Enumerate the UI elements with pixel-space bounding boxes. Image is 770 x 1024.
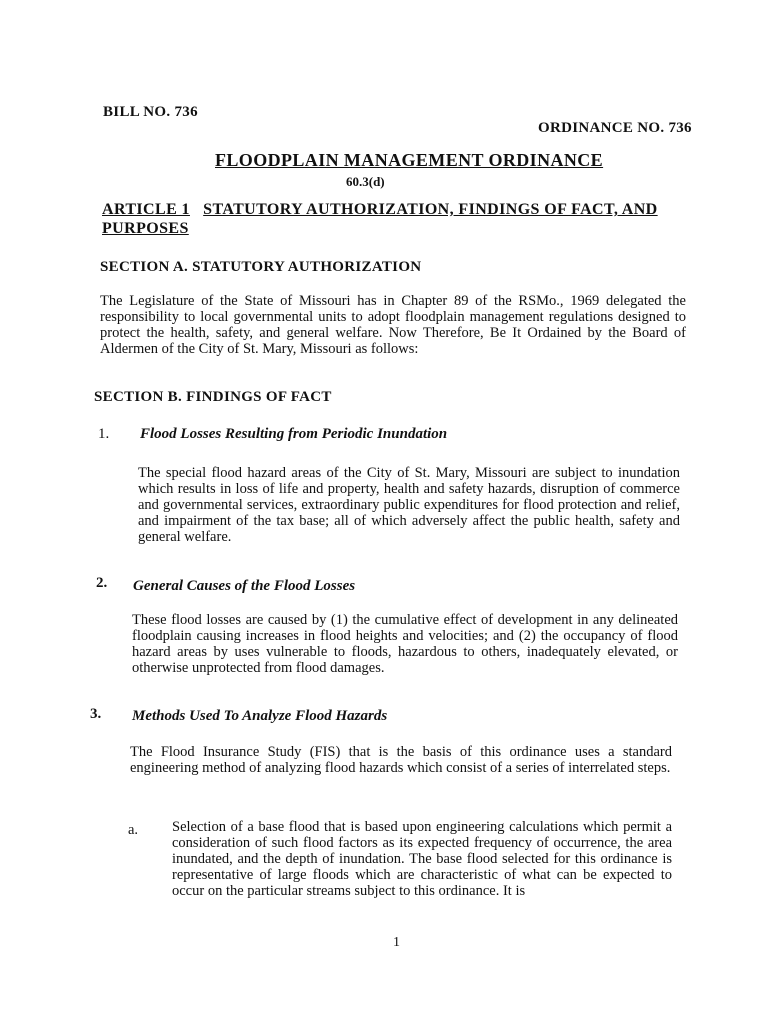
- article-prefix: ARTICLE 1: [102, 201, 190, 218]
- subitem-letter: a.: [128, 822, 139, 838]
- article-heading-text: STATUTORY AUTHORIZATION, FINDINGS OF FACT, AND PURPOSES: [102, 201, 658, 237]
- item-number: 3.: [90, 706, 102, 722]
- item-title: Flood Losses Resulting from Periodic Inundation: [140, 426, 448, 442]
- document-title: FLOODPLAIN MANAGEMENT ORDINANCE: [215, 150, 604, 170]
- section-a-heading: SECTION A. STATUTORY AUTHORIZATION: [100, 259, 422, 275]
- section-a-paragraph: The Legislature of the State of Missouri has in Chapter 89 of the RSMo., 1969 delegated the responsibility to local governmental units to adopt floodplain management regulations designed to protect the health, safety, and general welfare. Now Therefore, Be It Ordained by the Board of Aldermen of the City of St. Mary, Missouri as follows:: [100, 293, 686, 357]
- document-subtitle: 60.3(d): [346, 174, 385, 189]
- section-b-heading: SECTION B. FINDINGS OF FACT: [94, 389, 332, 405]
- bill-number: BILL NO. 736: [103, 104, 198, 120]
- article-heading: [102, 200, 692, 238]
- item-number: 1.: [98, 426, 110, 442]
- ordinance-number: ORDINANCE NO. 736: [538, 120, 692, 136]
- item-title: Methods Used To Analyze Flood Hazards: [132, 708, 388, 724]
- subitem-paragraph: Selection of a base flood that is based upon engineering calculations which permit a consideration of such flood factors as its expected frequency of occurrence, the area inundated, and the depth of inundation. The base flood selected for this ordinance is representative of large floods which are characteristic of what can be expected to occur on the particular streams subject to this ordinance. It is: [172, 819, 672, 899]
- item-paragraph: These flood losses are caused by (1) the cumulative effect of development in any delineated floodplain causing increases in flood heights and velocities; and (2) the occupancy of flood hazard areas by uses vulnerable to floods, hazardous to others, inadequately elevated, or otherwise unprotected from flood damages.: [132, 612, 678, 676]
- item-paragraph: The Flood Insurance Study (FIS) that is the basis of this ordinance uses a standard engineering method of analyzing flood hazards which consist of a series of interrelated steps.: [130, 744, 672, 776]
- page-number: 1: [393, 935, 400, 950]
- item-title: General Causes of the Flood Losses: [133, 578, 356, 594]
- item-paragraph: The special flood hazard areas of the City of St. Mary, Missouri are subject to inundation which results in loss of life and property, health and safety hazards, disruption of commerce and governmental services, extraordinary public expenditures for flood protection and relief, and impairment of the tax base; all of which adversely affect the public health, safety and general welfare.: [138, 465, 680, 545]
- item-number: 2.: [96, 575, 108, 591]
